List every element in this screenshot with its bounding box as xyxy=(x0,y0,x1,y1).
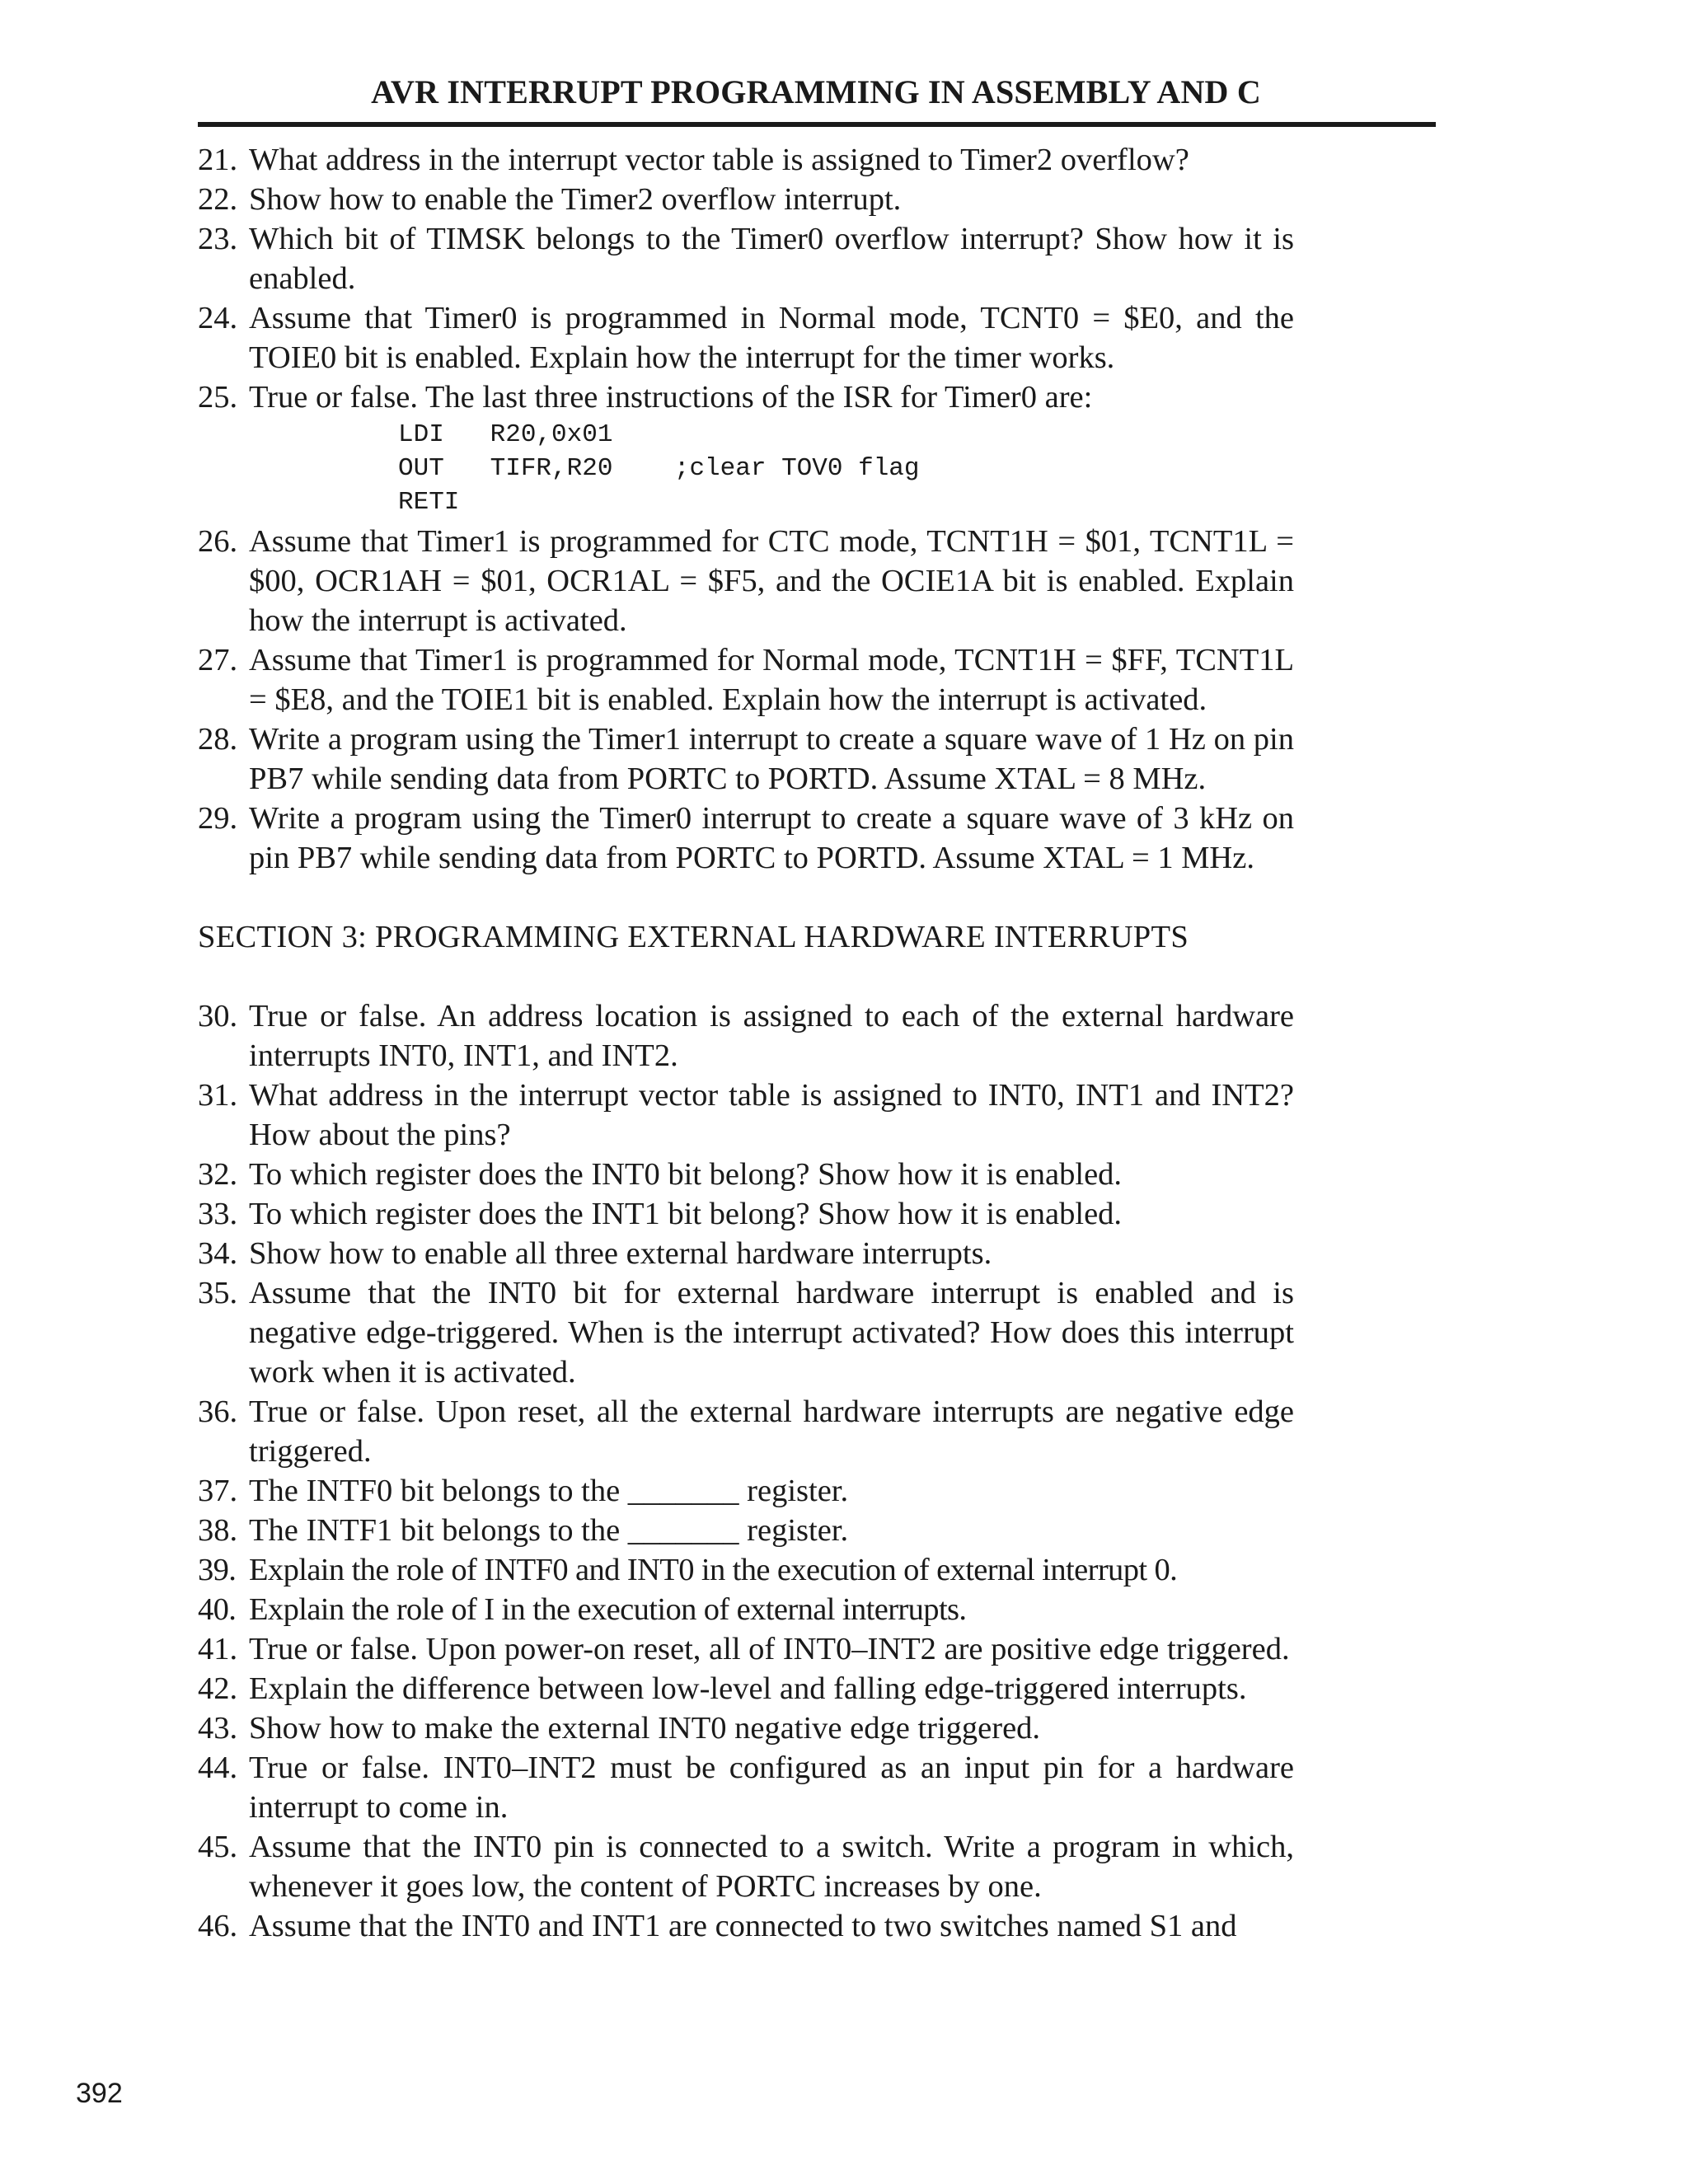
question-text: To which register does the INT0 bit belong? Show how it is enabled. xyxy=(249,1157,1123,1192)
question-number: 25. xyxy=(198,380,238,415)
question-text: True or false. An address location is assigned to each of the external hardware interrupts INT0, INT1, and INT2. xyxy=(249,999,1294,1073)
question-number: 32. xyxy=(198,1157,238,1192)
question-item xyxy=(198,1550,1294,1590)
question-item xyxy=(198,640,1294,719)
question-text: Assume that the INT0 pin is connected to a switch. Write a program in which, whenever it goes low, the content of PORTC increases by one. xyxy=(249,1830,1294,1904)
question-number: 30. xyxy=(198,999,238,1033)
question-text: Assume that the INT0 and INT1 are connected to two switches named S1 and xyxy=(249,1909,1237,1943)
question-item xyxy=(198,1471,1294,1511)
question-text: Write a program using the Timer1 interrupt to create a square wave of 1 Hz on pin PB7 while sending data from PORTC to PORTD. Assume XTAL = 8 MHz. xyxy=(249,722,1294,796)
question-text: To which register does the INT1 bit belong? Show how it is enabled. xyxy=(249,1197,1123,1231)
question-text: Write a program using the Timer0 interrupt to create a square wave of 3 kHz on pin PB7 while sending data from PORTC to PORTD. Assume XTAL = 1 MHz. xyxy=(249,801,1294,875)
question-number: 26. xyxy=(198,524,238,559)
question-text: Show how to enable the Timer2 overflow interrupt. xyxy=(249,182,902,217)
question-text: Explain the role of INTF0 and INT0 in the execution of external interrupt 0. xyxy=(249,1553,1178,1587)
question-item xyxy=(198,1076,1294,1155)
question-item xyxy=(198,1590,1294,1629)
question-item xyxy=(198,1155,1294,1194)
question-number: 37. xyxy=(198,1474,238,1508)
question-text: What address in the interrupt vector table is assigned to Timer2 overflow? xyxy=(249,143,1189,177)
question-text: Explain the difference between low-level and falling edge-triggered interrupts. xyxy=(249,1671,1247,1706)
question-number: 21. xyxy=(198,143,238,177)
question-text: Show how to enable all three external hardware interrupts. xyxy=(249,1236,992,1271)
question-number: 27. xyxy=(198,643,238,677)
question-item xyxy=(198,298,1294,377)
question-number: 28. xyxy=(198,722,238,757)
question-number: 42. xyxy=(198,1671,238,1706)
question-item xyxy=(198,996,1294,1076)
question-item xyxy=(198,1827,1294,1906)
question-number: 39. xyxy=(198,1553,237,1587)
question-item xyxy=(198,1234,1294,1273)
question-text: Assume that the INT0 bit for external hardware interrupt is enabled and is negative edge-triggered. When is the interrupt activated? How does this interrupt work when it is activated. xyxy=(249,1276,1294,1390)
question-text: True or false. Upon power-on reset, all of INT0–INT2 are positive edge triggered. xyxy=(249,1632,1290,1666)
questions-part3 xyxy=(198,996,1294,1946)
question-number: 23. xyxy=(198,222,238,256)
question-text: True or false. Upon reset, all the external hardware interrupts are negative edge triggered. xyxy=(249,1394,1294,1469)
question-number: 33. xyxy=(198,1197,238,1231)
question-text: Show how to make the external INT0 negative edge triggered. xyxy=(249,1711,1041,1746)
question-text: Assume that Timer1 is programmed for Normal mode, TCNT1H = $FF, TCNT1L = $E8, and the TOIE1 bit is enabled. Explain how the interrupt is activated. xyxy=(249,643,1294,717)
question-text: The INTF0 bit belongs to the _______ register. xyxy=(249,1474,849,1508)
question-text: Assume that Timer0 is programmed in Normal mode, TCNT0 = $E0, and the TOIE0 bit is enabled. Explain how the interrupt for the timer works. xyxy=(249,301,1294,375)
question-number: 40. xyxy=(198,1592,237,1627)
question-item xyxy=(198,1273,1294,1392)
questions-part2 xyxy=(198,522,1294,878)
question-item xyxy=(198,1629,1294,1669)
question-number: 34. xyxy=(198,1236,238,1271)
question-text: True or false. The last three instructions of the ISR for Timer0 are: xyxy=(249,380,1093,415)
questions-content xyxy=(198,140,1294,1946)
question-item xyxy=(198,1748,1294,1827)
code-block xyxy=(198,418,1294,519)
question-item xyxy=(198,1669,1294,1708)
question-number: 29. xyxy=(198,801,238,836)
header-rule xyxy=(198,122,1436,127)
question-text: Explain the role of I in the execution of external interrupts. xyxy=(249,1592,967,1627)
question-number: 46. xyxy=(198,1909,238,1943)
question-number: 24. xyxy=(198,301,238,335)
question-item xyxy=(198,799,1294,878)
question-number: 41. xyxy=(198,1632,238,1666)
running-header: AVR INTERRUPT PROGRAMMING IN ASSEMBLY AND C xyxy=(371,73,1261,110)
question-item xyxy=(198,719,1294,799)
question-number: 31. xyxy=(198,1078,238,1113)
question-text: The INTF1 bit belongs to the _______ register. xyxy=(249,1513,849,1548)
questions-part1 xyxy=(198,140,1294,417)
question-item xyxy=(198,219,1294,298)
question-item xyxy=(198,1511,1294,1550)
question-number: 36. xyxy=(198,1394,238,1429)
question-item xyxy=(198,180,1294,219)
question-number: 22. xyxy=(198,182,238,217)
question-number: 35. xyxy=(198,1276,238,1310)
question-item xyxy=(198,1392,1294,1471)
code-line: OUT TIFR,R20 ;clear TOV0 flag xyxy=(398,454,920,483)
question-text: True or false. INT0–INT2 must be configured as an input pin for a hardware interrupt to come in. xyxy=(249,1750,1294,1825)
question-number: 45. xyxy=(198,1830,238,1864)
question-item xyxy=(198,140,1294,180)
question-text: Assume that Timer1 is programmed for CTC mode, TCNT1H = $01, TCNT1L = $00, OCR1AH = $01, OCR1AL = $F5, and the OCIE1A bit is enabled. Explain how the interrupt is activated. xyxy=(249,524,1294,638)
question-number: 38. xyxy=(198,1513,238,1548)
question-item xyxy=(198,1708,1294,1748)
code-line: LDI R20,0x01 xyxy=(398,420,613,449)
question-item xyxy=(198,1906,1294,1946)
question-text: What address in the interrupt vector table is assigned to INT0, INT1 and INT2? How about the pins? xyxy=(249,1078,1294,1152)
page-number: 392 xyxy=(76,2078,123,2109)
question-item xyxy=(198,1194,1294,1234)
question-number: 44. xyxy=(198,1750,238,1785)
question-item xyxy=(198,522,1294,640)
question-text: Which bit of TIMSK belongs to the Timer0 overflow interrupt? Show how it is enabled. xyxy=(249,222,1294,296)
question-item xyxy=(198,377,1294,417)
section-heading: SECTION 3: PROGRAMMING EXTERNAL HARDWARE INTERRUPTS xyxy=(198,920,1189,954)
question-number: 43. xyxy=(198,1711,238,1746)
code-line: RETI xyxy=(398,488,460,517)
